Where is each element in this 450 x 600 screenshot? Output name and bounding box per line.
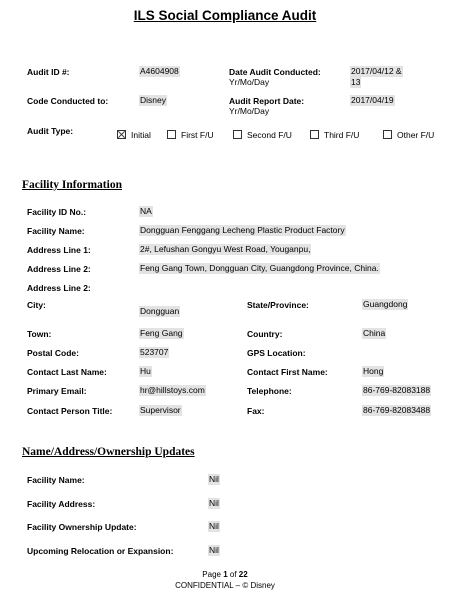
update-ownership-label: Facility Ownership Update: <box>27 522 137 532</box>
postal-code-label: Postal Code: <box>27 348 79 358</box>
code-conducted-value: Disney <box>140 95 166 105</box>
update-facility-address-value: Nil <box>209 498 219 508</box>
contact-title-value: Supervisor <box>140 405 181 415</box>
facility-information-heading: Facility Information <box>22 179 122 191</box>
date-conducted-value-line1: 2017/04/12 & <box>351 66 402 76</box>
updates-heading: Name/Address/Ownership Updates <box>22 446 195 458</box>
update-facility-name-label: Facility Name: <box>27 475 85 485</box>
address-line-2-value: Feng Gang Town, Dongguan City, Guangdong Province, China. <box>140 263 379 273</box>
state-province-label: State/Province: <box>247 300 309 310</box>
contact-last-name-label: Contact Last Name: <box>27 367 107 377</box>
facility-id-label: Facility ID No.: <box>27 207 87 217</box>
town-label: Town: <box>27 329 52 339</box>
primary-email-value: hr@hillstoys.com <box>140 385 205 395</box>
facility-name-value: Dongguan Fenggang Lecheng Plastic Product Factory <box>140 225 345 235</box>
address-line-2b-label: Address Line 2: <box>27 283 91 293</box>
report-date-format: Yr/Mo/Day <box>229 106 270 116</box>
city-label: City: <box>27 300 46 310</box>
document-title: ILS Social Compliance Audit <box>133 8 317 23</box>
contact-last-name-value: Hu <box>140 366 151 376</box>
checkbox-checked-icon[interactable] <box>117 130 126 139</box>
town-value: Feng Gang <box>140 328 183 338</box>
date-conducted-format: Yr/Mo/Day <box>229 77 270 87</box>
code-conducted-label: Code Conducted to: <box>27 96 109 106</box>
telephone-label: Telephone: <box>247 386 292 396</box>
update-ownership-value: Nil <box>209 521 219 531</box>
address-line-1-label: Address Line 1: <box>27 245 91 255</box>
contact-first-name-value: Hong <box>363 366 384 376</box>
date-conducted-label: Date Audit Conducted: <box>229 67 321 77</box>
audit-type-initial[interactable]: Initial <box>117 130 151 140</box>
update-relocation-value: Nil <box>209 545 219 555</box>
audit-type-first-fu[interactable]: First F/U <box>167 130 214 140</box>
fax-value: 86-769-82083488 <box>363 405 431 415</box>
checkbox-icon[interactable] <box>383 130 392 139</box>
address-line-1-value: 2#, Lefushan Gongyu West Road, Youganpu, <box>140 244 311 254</box>
primary-email-label: Primary Email: <box>27 386 87 396</box>
facility-id-value: NA <box>140 206 152 216</box>
confidential-notice: CONFIDENTIAL – © Disney <box>175 581 275 590</box>
address-line-2-label: Address Line 2: <box>27 264 91 274</box>
country-value: China <box>363 328 386 338</box>
update-facility-name-value: Nil <box>209 474 219 484</box>
telephone-value: 86-769-82083188 <box>363 385 431 395</box>
postal-code-value: 523707 <box>140 347 169 357</box>
page-number: Page 1 of 22 <box>202 570 248 579</box>
date-conducted-value-line2: 13 <box>351 77 361 87</box>
report-date-label: Audit Report Date: <box>229 96 305 106</box>
audit-type-third-fu[interactable]: Third F/U <box>310 130 359 140</box>
audit-id-value: A4604908 <box>140 66 179 76</box>
audit-id-label: Audit ID #: <box>27 67 70 77</box>
checkbox-icon[interactable] <box>167 130 176 139</box>
checkbox-icon[interactable] <box>233 130 242 139</box>
fax-label: Fax: <box>247 406 265 416</box>
audit-type-label: Audit Type: <box>27 126 74 136</box>
facility-name-label: Facility Name: <box>27 226 85 236</box>
audit-type-other-fu[interactable]: Other F/U <box>383 130 434 140</box>
gps-location-label: GPS Location: <box>247 348 306 358</box>
checkbox-icon[interactable] <box>310 130 319 139</box>
audit-type-second-fu[interactable]: Second F/U <box>233 130 292 140</box>
contact-title-label: Contact Person Title: <box>27 406 113 416</box>
update-relocation-label: Upcoming Relocation or Expansion: <box>27 546 174 556</box>
report-date-value: 2017/04/19 <box>351 95 394 105</box>
country-label: Country: <box>247 329 283 339</box>
contact-first-name-label: Contact First Name: <box>247 367 328 377</box>
state-province-value: Guangdong <box>363 299 408 309</box>
city-value: Dongguan <box>140 306 180 316</box>
update-facility-address-label: Facility Address: <box>27 499 96 509</box>
